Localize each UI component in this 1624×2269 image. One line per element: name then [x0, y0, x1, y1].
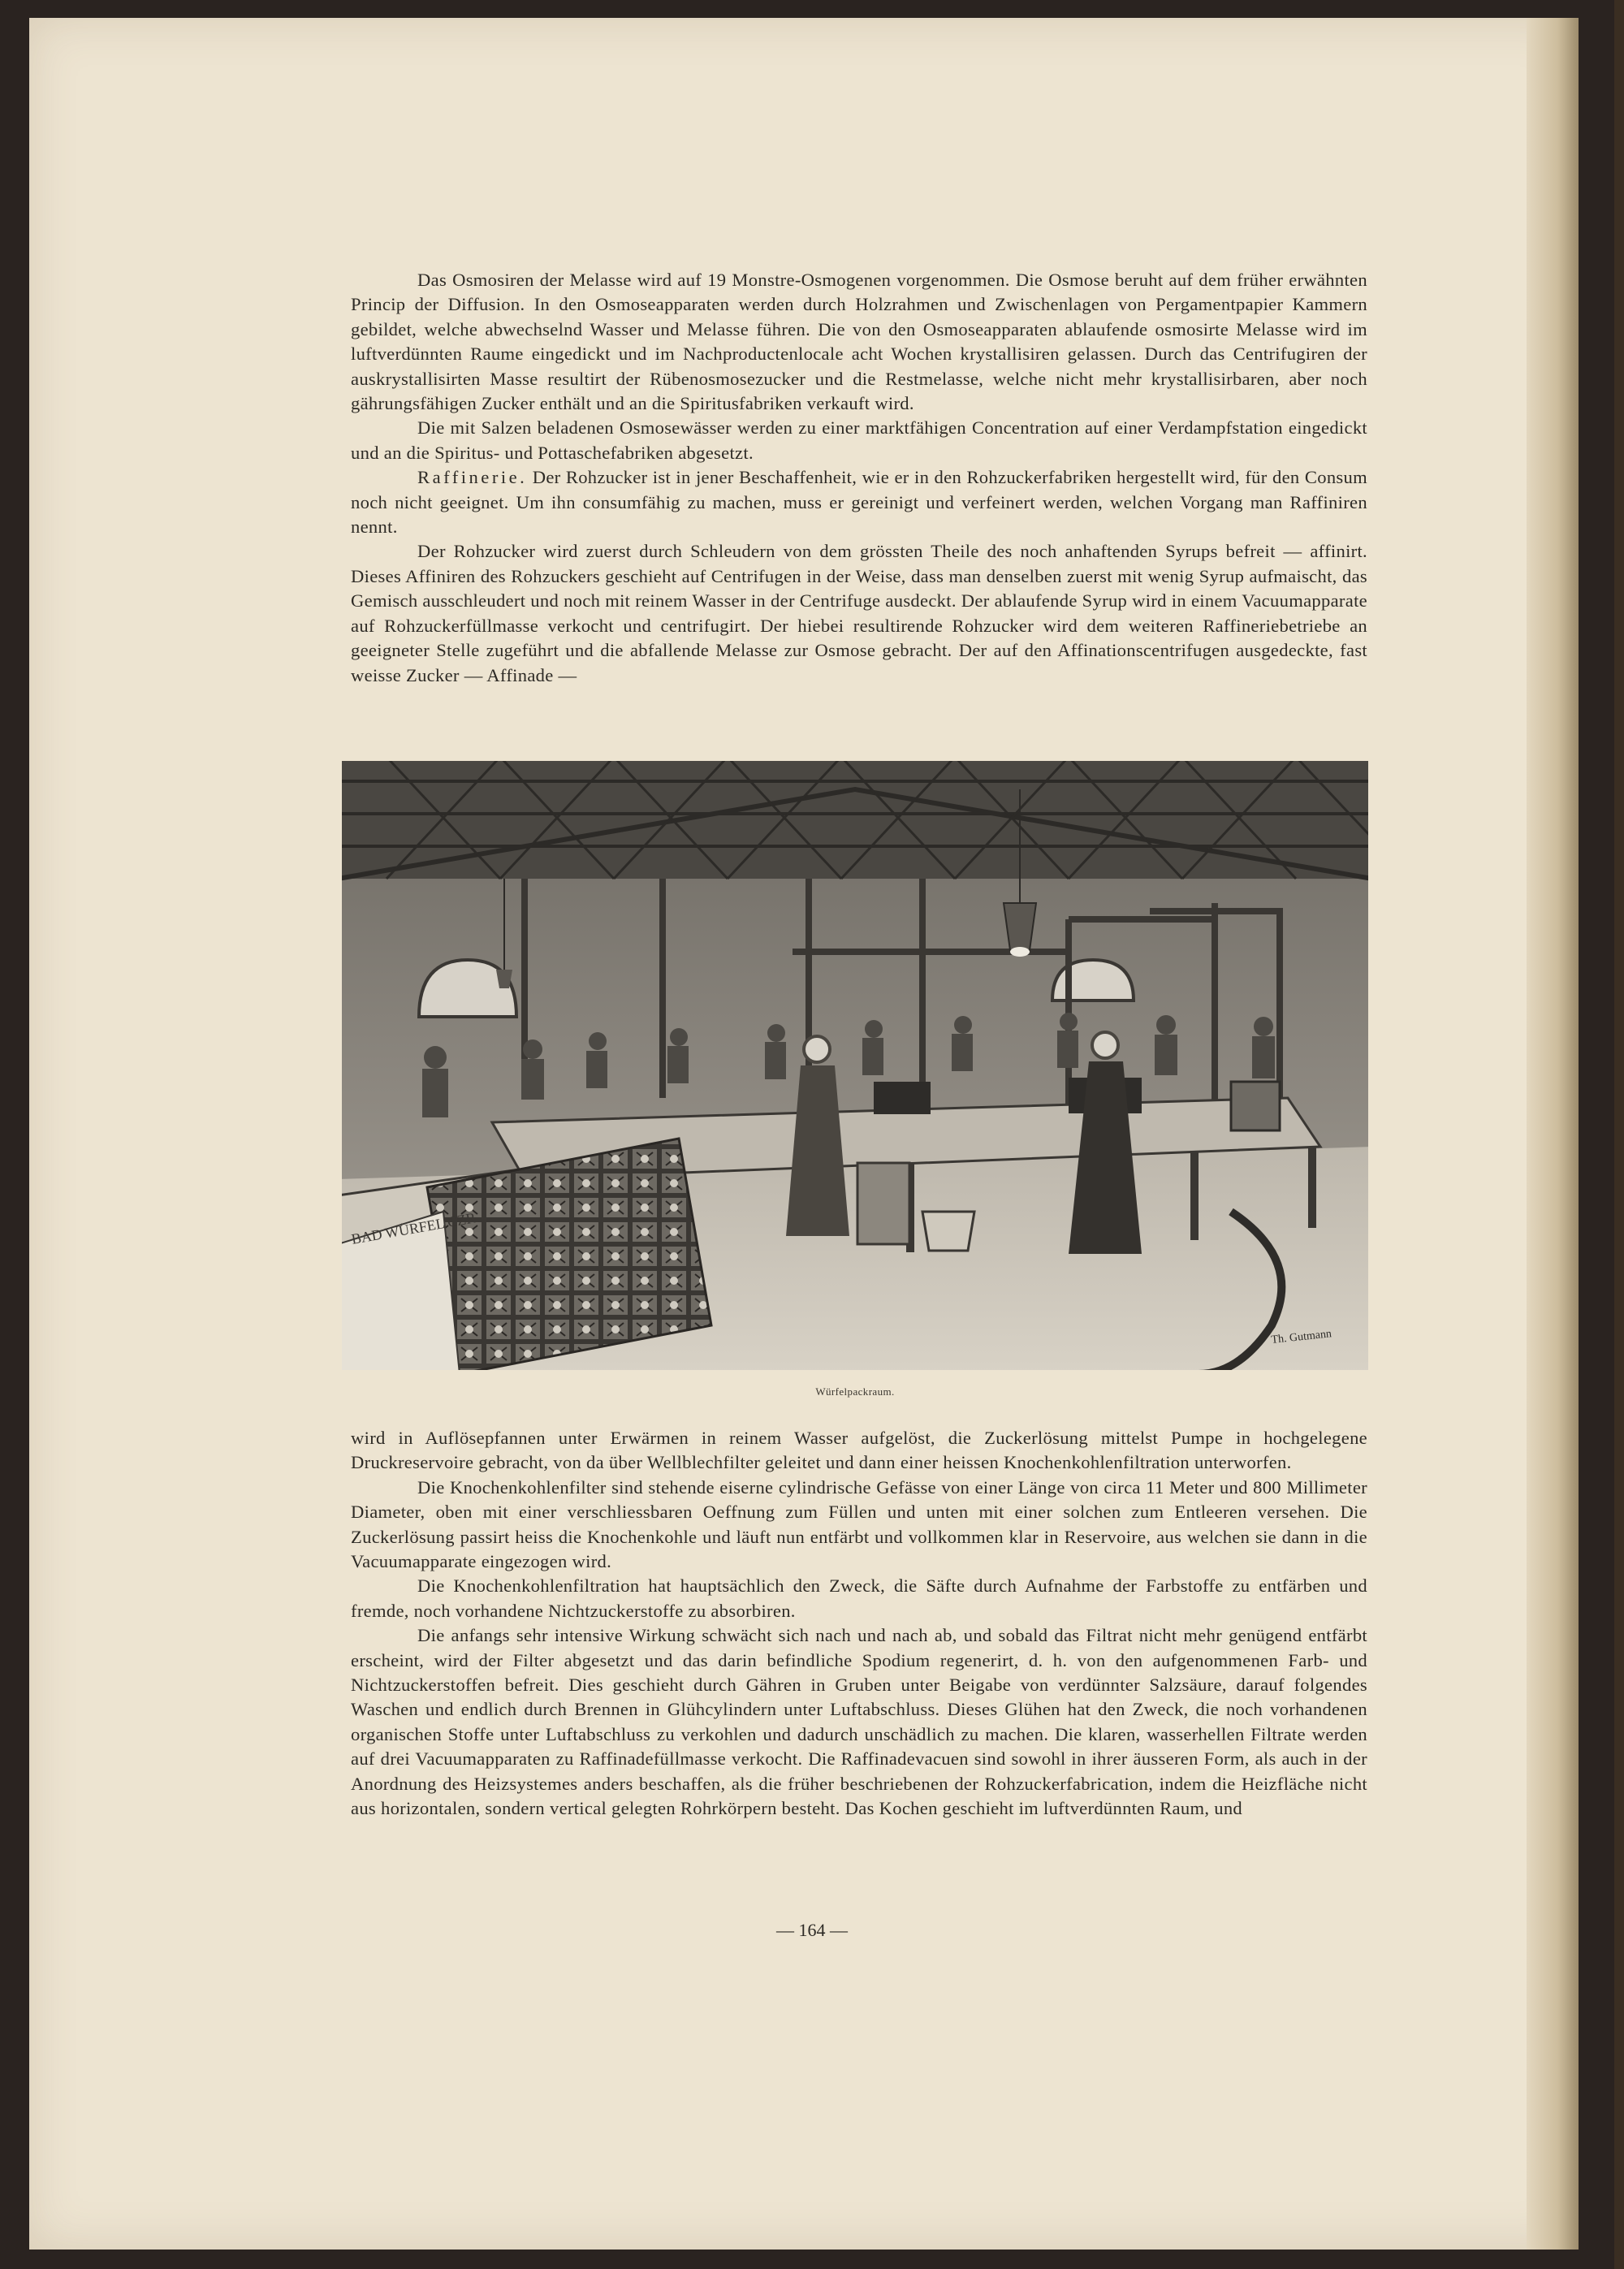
paragraph-osmosewasser: Die mit Salzen beladenen Osmosewässer werden zu einer marktfähigen Concentration auf einer Verdampfstation eingedickt und an die Spiritus- und Pottaschefabriken abgesetzt.: [351, 417, 1367, 463]
paragraph-regeneration: Die anfangs sehr intensive Wirkung schwächt sich nach und nach ab, und sobald das Filtrat nicht mehr genügend entfärbt erscheint, wird der Filter abgesetzt und das darin befindliche Spodium regenerirt, d. h. von den aufgenommenen Farb- und Nichtzuckerstoffen befreit. Dies geschieht durch Gähren in Gruben unter Beigabe von verdünnter Salzsäure, darauf folgendes Waschen und endlich durch Brennen in Glühcylindern unter Luftabschluss. Dieses Glühen hat den Zweck, die noch vorhandenen organischen Stoffe unter Luftabschluss zu verkohlen und dadurch unschädlich zu machen. Die klaren, wasserhellen Filtrate werden auf drei Vacuumapparaten zu Raffinadefüllmasse verkocht. Die Raffinadevacuen sind sowohl in ihrer äusseren Form, als auch in der Anordnung des Heizsystemes anders beschaffen, als die früher beschriebenen der Rohzuckerfabrication, indem die Heizfläche nicht aus horizontalen, sondern vertical gelegten Rohrkörpern besteht. Das Kochen geschieht im luftverdünnten Raum, und: [351, 1625, 1367, 1819]
paragraph-knochenkohlenfilter: Die Knochenkohlenfilter sind stehende eiserne cylindrische Gefässe von einer Länge von circa 11 Meter und 800 Millimeter Diameter, oben mit einer verschliessbaren Oeffnung zum Füllen und unten mit einer solchen zum Entleeren versehen. Die Zuckerlösung passirt heiss die Knochenkohle und läuft nun entfärbt und vollkommen klar in Reservoire, aus welchen sie dann in die Vacuumapparate eingezogen wird.: [351, 1476, 1367, 1572]
paragraph-affinade-continued: wird in Auflösepfannen unter Erwärmen in reinem Wasser aufgelöst, die Zuckerlösung mittelst Pumpe in hochgelegene Druckreservoire gebracht, von da über Wellblechfilter geleitet und dann einer heissen Knochenkohlenfiltration unterworfen.: [351, 1428, 1367, 1473]
artist-signature: Th. Gutmann: [1270, 1328, 1332, 1346]
factory-illustration: [338, 757, 1372, 1374]
crate-lettering: BAD WÜRFEL CZR.: [350, 1208, 481, 1247]
figure-caption: Würfelpackraum.: [815, 1385, 895, 1398]
paragraph-affiniren: Der Rohzucker wird zuerst durch Schleudern von dem grössten Theile des noch anhaftenden Syrups befreit — affinirt. Dieses Affiniren des Rohzuckers geschieht auf Centrifugen in der Weise, dass man denselben zuerst mit wenig Syrup aufmaischt, das Gemisch ausschleudert und noch mit reinem Wasser in der Centrifuge ausdeckt. Der ablaufende Syrup wird in einem Vacuumapparate auf Rohzuckerfüllmasse verkocht und centrifugirt. Der hiebei resultirende Rohzucker wird dem weiteren Raffineriebetriebe an geeigneter Stelle zugeführt und die abfallende Melasse zur Osmose gebracht. Der auf den Affinationscentrifugen ausgedeckte, fast weisse Zucker — Affinade —: [351, 541, 1367, 685]
paragraph-osmose: Das Osmosiren der Melasse wird auf 19 Monstre-Osmogenen vorgenommen. Die Osmose beruht auf dem früher erwähnten Princip der Diffusion. In den Osmoseapparaten werden durch Holzrahmen und Zwischenlagen von Pergamentpapier Kammern gebildet, welche abwechselnd Wasser und Melasse führen. Die von den Osmoseapparaten ablaufende osmosirte Melasse wird im luftverdünnten Raume eingedickt und im Nachproductenlocale acht Wochen krystallisiren gelassen. Durch das Centrifugiren der auskrystallisirten Masse resultirt der Rübenosmosezucker und die Restmelasse, welche nicht mehr krystallisirbaren, aber noch gährungsfähigen Zucker enthält und an die Spiritusfabriken verkauft wird.: [351, 270, 1367, 414]
paragraph-filtration-zweck: Die Knochenkohlenfiltration hat hauptsächlich den Zweck, die Säfte durch Aufnahme der Farbstoffe zu entfärben und fremde, noch vorhandene Nichtzuckerstoffe zu absorbiren.: [351, 1575, 1367, 1621]
upper-text-block: [351, 268, 1367, 688]
page-number: — 164 —: [776, 1920, 848, 1940]
paragraph-raffinerie: [351, 465, 1367, 539]
roof-structure: [338, 757, 1372, 879]
section-heading-raffinerie: Raffinerie.: [417, 467, 528, 488]
raffinerie-text: Der Rohzucker ist in jener Beschaffenheit, wie er in den Rohzuckerfabriken hergestellt wird, für den Consum noch nicht geeignet. Um ihn consumfähig zu machen, muss er gereinigt und verfeinert werden, welchen Vorgang man Raffiniren nennt.: [351, 467, 1367, 538]
page-edge-shadow: [1527, 18, 1579, 2250]
lower-text-block: [351, 1426, 1367, 1822]
